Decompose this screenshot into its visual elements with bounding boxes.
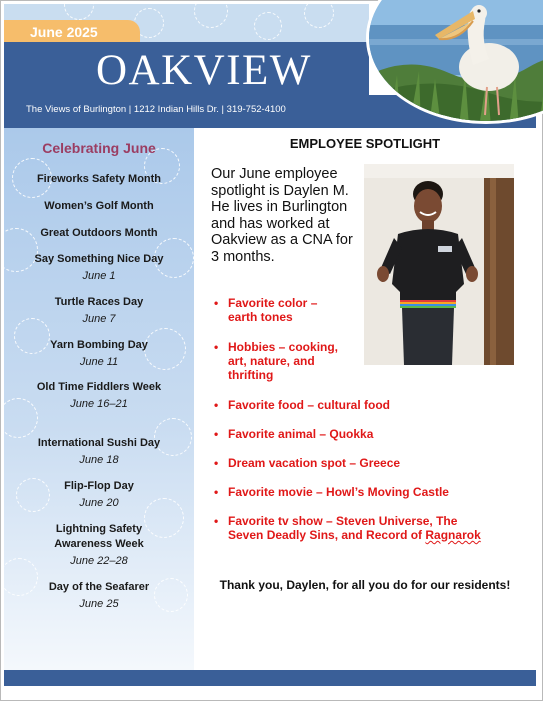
bullet-icon: • bbox=[214, 514, 219, 528]
list-item bbox=[4, 295, 194, 327]
list-item bbox=[4, 479, 194, 511]
favorite-line: earth tones bbox=[228, 310, 293, 324]
list-item bbox=[214, 485, 449, 499]
event-date: June 22–28 bbox=[70, 555, 128, 567]
event-name: Say Something Nice Day bbox=[34, 253, 164, 265]
favorite-line: thrifting bbox=[228, 368, 274, 382]
list-item bbox=[214, 398, 391, 412]
list-item bbox=[214, 514, 481, 542]
employee-image bbox=[364, 164, 514, 365]
sidebar-title: Celebrating June bbox=[42, 140, 156, 156]
event-name: Women’s Golf Month bbox=[44, 200, 154, 212]
event-name: Day of the Seafarer bbox=[48, 581, 150, 593]
event-name: Flip-Flop Day bbox=[64, 480, 134, 492]
spellcheck-word: Ragnarok bbox=[425, 528, 481, 542]
favorite-line: Favorite food – cultural food bbox=[228, 398, 391, 412]
event-date: June 18 bbox=[79, 454, 119, 466]
bullet-icon: • bbox=[214, 485, 219, 499]
event-name: Yarn Bombing Day bbox=[50, 339, 148, 351]
event-name: Great Outdoors Month bbox=[40, 227, 158, 239]
event-name: Lightning Safety Awareness Week bbox=[54, 523, 144, 550]
list-item bbox=[4, 172, 194, 187]
bullet-icon: • bbox=[214, 427, 219, 441]
list-item bbox=[214, 296, 318, 324]
section-title: EMPLOYEE SPOTLIGHT bbox=[289, 136, 441, 151]
list-item bbox=[214, 427, 374, 441]
employee-photo bbox=[364, 164, 514, 365]
event-date: June 16–21 bbox=[70, 398, 128, 410]
thank-you-message: Thank you, Daylen, for all you do for our residents! bbox=[219, 578, 511, 592]
list-item bbox=[214, 456, 401, 470]
favorite-line: Favorite tv show – Steven Universe, The bbox=[228, 514, 458, 528]
list-item bbox=[214, 340, 339, 382]
favorite-line: Favorite animal – Quokka bbox=[228, 427, 374, 441]
list-item bbox=[4, 436, 194, 468]
event-name: Fireworks Safety Month bbox=[36, 173, 162, 185]
address-tagline: The Views of Burlington | 1212 Indian Hills Dr. | 319-752-4100 bbox=[26, 104, 286, 115]
list-item bbox=[4, 580, 194, 612]
favorite-line-part: Seven Deadly Sins, and Record of bbox=[228, 528, 426, 542]
bullet-icon: • bbox=[214, 296, 219, 310]
issue-month-tab: June 2025 bbox=[4, 20, 140, 44]
list-item bbox=[4, 522, 194, 569]
event-name: Turtle Races Day bbox=[54, 296, 144, 308]
list-item bbox=[4, 338, 194, 370]
event-date: June 1 bbox=[82, 270, 116, 282]
bullet-icon: • bbox=[214, 340, 219, 354]
event-date: June 20 bbox=[79, 497, 119, 509]
list-item bbox=[4, 380, 194, 412]
footer-band bbox=[4, 670, 536, 686]
event-name: Old Time Fiddlers Week bbox=[36, 381, 162, 393]
favorite-line: Favorite color – bbox=[228, 296, 318, 310]
list-item bbox=[4, 252, 194, 284]
favorite-line: art, nature, and bbox=[228, 354, 315, 368]
favorite-line: Favorite movie – Howl’s Moving Castle bbox=[228, 485, 449, 499]
bullet-icon: • bbox=[214, 456, 219, 470]
celebrations-sidebar bbox=[4, 128, 194, 670]
bullet-icon: • bbox=[214, 398, 219, 412]
event-name: International Sushi Day bbox=[37, 437, 161, 449]
list-item bbox=[4, 199, 194, 214]
favorite-line bbox=[228, 528, 481, 542]
favorite-line: Hobbies – cooking, bbox=[228, 340, 339, 354]
newsletter-title: OAKVIEW bbox=[96, 47, 312, 94]
favorite-line: Dream vacation spot – Greece bbox=[228, 456, 401, 470]
event-date: June 11 bbox=[79, 356, 119, 368]
event-date: June 7 bbox=[82, 313, 116, 325]
event-date: June 25 bbox=[79, 598, 119, 610]
spotlight-intro: Our June employee spotlight is Daylen M. He lives in Burlington and has worked at Oakview as a CNA for 3 months. bbox=[211, 166, 353, 265]
list-item bbox=[4, 226, 194, 241]
